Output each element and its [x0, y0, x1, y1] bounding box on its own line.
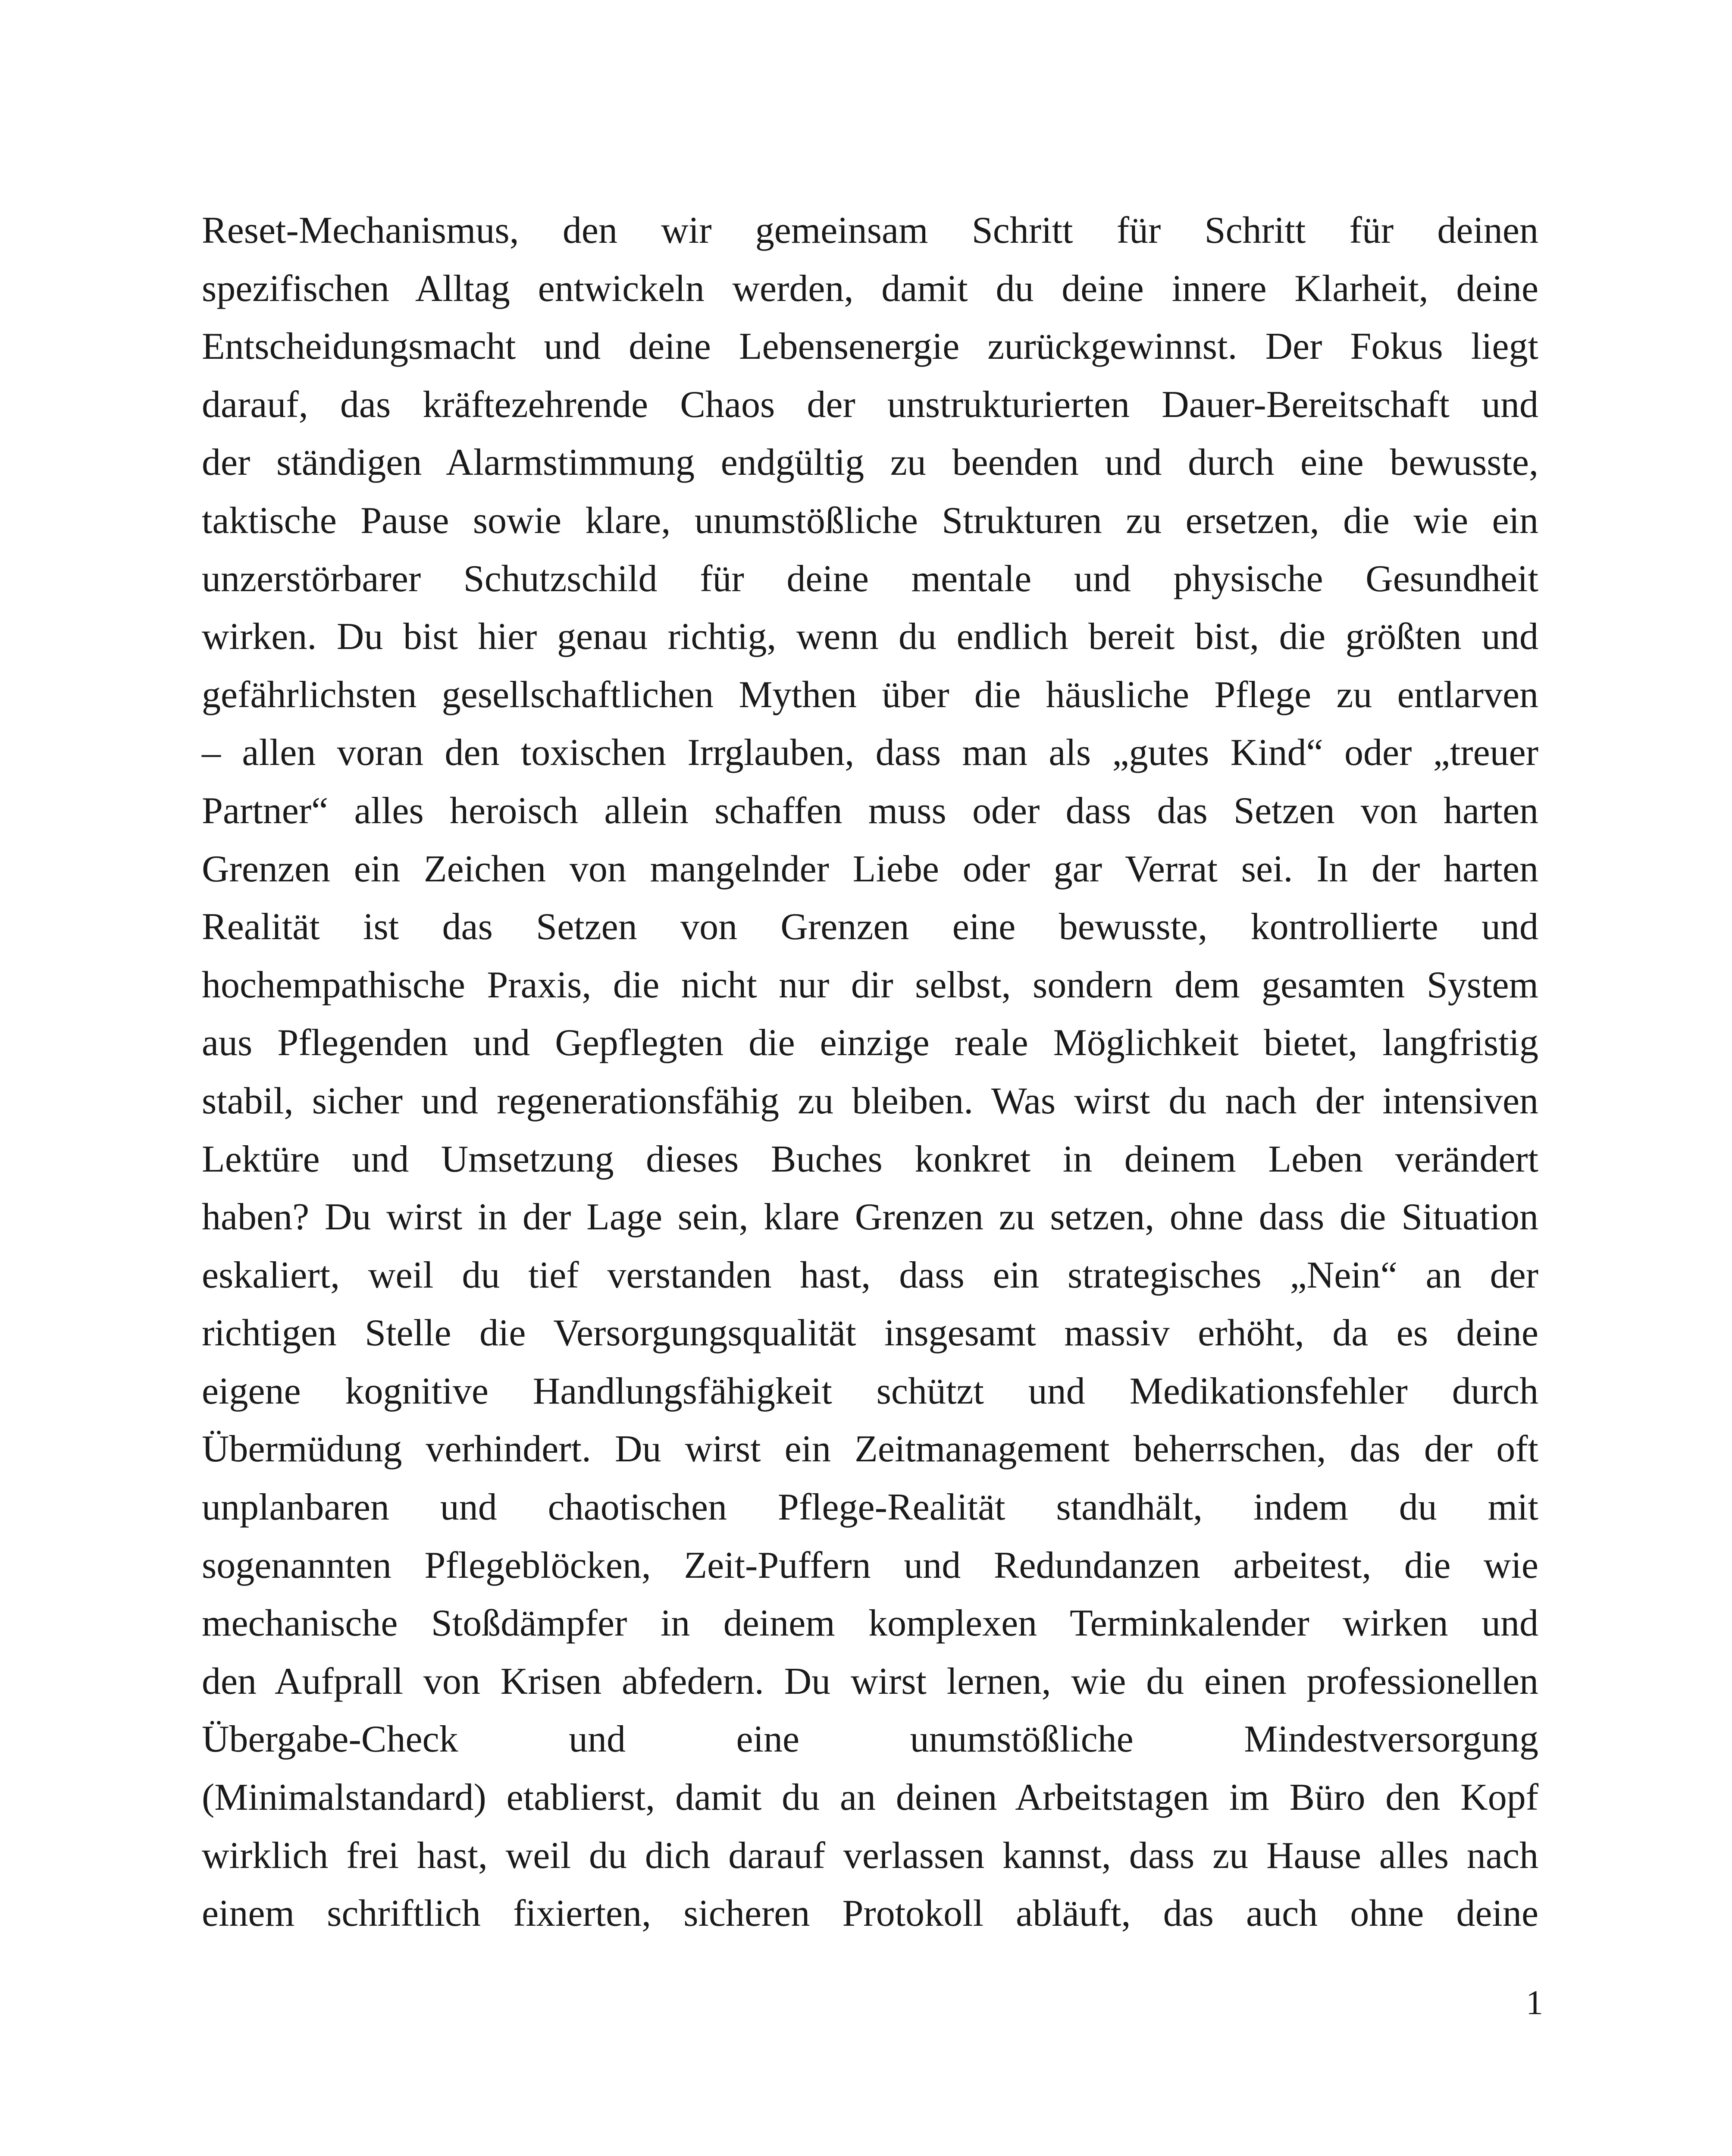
text-line: Übermüdung verhindert. Du wirst ein Zeitmanagement beherrschen, das der oft [202, 1428, 1538, 1470]
body-paragraph [202, 202, 1538, 1943]
text-line: wirken. Du bist hier genau richtig, wenn du endlich bereit bist, die größten und [202, 616, 1538, 658]
text-line: sogenannten Pflegeblöcken, Zeit-Puffern und Redundanzen arbeitest, die wie [202, 1544, 1538, 1586]
text-line: Reset-Mechanismus, den wir gemeinsam Schritt für Schritt für deinen [202, 210, 1538, 251]
text-line: der ständigen Alarmstimmung endgültig zu beenden und durch eine bewusste, [202, 442, 1538, 484]
text-line: eigene kognitive Handlungsfähigkeit schützt und Medikationsfehler durch [202, 1370, 1538, 1412]
text-line: stabil, sicher und regenerationsfähig zu bleiben. Was wirst du nach der intensiven [202, 1080, 1538, 1122]
text-line: Realität ist das Setzen von Grenzen eine bewusste, kontrollierte und [202, 906, 1538, 948]
text-line: darauf, das kräftezehrende Chaos der unstrukturierten Dauer-Bereitschaft und [202, 383, 1538, 426]
text-line: unplanbaren und chaotischen Pflege-Realität standhält, indem du mit [202, 1486, 1538, 1529]
text-line: richtigen Stelle die Versorgungsqualität insgesamt massiv erhöht, da es deine [202, 1312, 1538, 1354]
text-line: haben? Du wirst in der Lage sein, klare Grenzen zu setzen, ohne dass die Situation [202, 1196, 1538, 1238]
page-number: 1 [1526, 1984, 1543, 2022]
text-line: spezifischen Alltag entwickeln werden, damit du deine innere Klarheit, deine [202, 267, 1538, 310]
text-line: eskaliert, weil du tief verstanden hast, dass ein strategisches „Nein“ an der [202, 1254, 1538, 1296]
text-line: den Aufprall von Krisen abfedern. Du wirst lernen, wie du einen professionellen [202, 1660, 1538, 1702]
text-line: hochempathische Praxis, die nicht nur dir selbst, sondern dem gesamten System [202, 964, 1538, 1006]
text-line: aus Pflegenden und Gepflegten die einzige reale Möglichkeit bietet, langfristig [202, 1022, 1538, 1064]
text-line: Lektüre und Umsetzung dieses Buches konkret in deinem Leben verändert [202, 1138, 1538, 1180]
text-line: einem schriftlich fixierten, sicheren Protokoll abläuft, das auch ohne deine [202, 1893, 1538, 1935]
text-line: – allen voran den toxischen Irrglauben, dass man als „gutes Kind“ oder „treuer [202, 732, 1538, 774]
text-line: (Minimalstandard) etablierst, damit du an deinen Arbeitstagen im Büro den Kopf [202, 1777, 1538, 1819]
text-line: Partner“ alles heroisch allein schaffen muss oder dass das Setzen von harten [202, 790, 1538, 832]
text-line: Entscheidungsmacht und deine Lebensenergie zurückgewinnst. Der Fokus liegt [202, 326, 1538, 368]
text-line: Grenzen ein Zeichen von mangelnder Liebe oder gar Verrat sei. In der harten [202, 848, 1538, 890]
text-line: unzerstörbarer Schutzschild für deine mentale und physische Gesundheit [202, 558, 1538, 600]
text-line: gefährlichsten gesellschaftlichen Mythen über die häusliche Pflege zu entlarven [202, 674, 1538, 716]
text-line: taktische Pause sowie klare, unumstößliche Strukturen zu ersetzen, die wie ein [202, 499, 1538, 542]
text-line: Übergabe-Check und eine unumstößliche Mindestversorgung [202, 1718, 1538, 1761]
text-line: mechanische Stoßdämpfer in deinem komplexen Terminkalender wirken und [202, 1602, 1538, 1645]
text-line: wirklich frei hast, weil du dich darauf verlassen kannst, dass zu Hause alles nach [202, 1834, 1538, 1877]
